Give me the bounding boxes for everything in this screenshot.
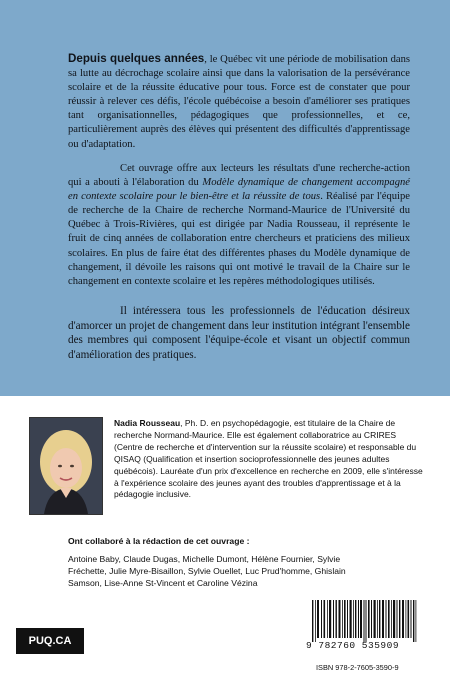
author-portrait-image [30, 418, 102, 514]
description-block [68, 162, 410, 289]
barcode [302, 596, 428, 654]
author-name: Nadia Rousseau [114, 418, 181, 428]
author-bio [114, 418, 424, 501]
author-bio-text: , Ph. D. en psychopédagogie, est titulaire de la Chaire de recherche Normand-Maurice. Elle est également collaboratrice au CRIRES (Centre de recherche et d'intervention sur la réussite scolaire) et responsable du QISAQ (Qualification et insertion socioprofessionnelle des jeunes adultes québécois). Lauréate d'un prix d'excellence en recherche en 2009, elle s'intéresse à l'expérience scolaire des jeunes ayant des troubles d'apprentissage et à la pédagogie inclusive. [114, 418, 423, 500]
description-paragraph [68, 162, 410, 289]
publisher-logo: PUQ.CA [16, 628, 84, 654]
closing-paragraph: Il intéressera tous les professionnels de l'éducation désireux d'amorcer un projet de changement dans leur institution intégrant l'ensemble des membres qui composent l'équipe-école et visant un objectif commun d'amélioration des pratiques. [68, 305, 410, 361]
model-title: Modèle dynamique de changement accompagné en contexte scolaire pour le bien-être et la réussite de tous [68, 177, 410, 203]
isbn: ISBN 978-2-7605-3590-9 [316, 663, 399, 672]
intro-text: , le Québec vit une période de mobilisation dans sa lutte au décrochage scolaire ainsi que dans la valorisation de la persévérance scolaire et de la réussite éducative pour tous. Force est de constater que pour réussir à relever ces défis, l'école québécoise a besoin d'améliorer ses pratiques tant organisationnelles, pédagogiques que professionnelles, et ce, particulièrement auprès des élèves qui présentent des difficultés d'apprentissage ou d'adaptation. [68, 54, 410, 150]
collaborators-list: Antoine Baby, Claude Dugas, Michelle Dumont, Hélène Fournier, Sylvie Fréchette, Julie Myre-Bisaillon, Sylvie Ouellet, Luc Prud'homme, Ghislain Samson, Lise-Anne St-Vincent et Caroline Vézina [68, 554, 346, 588]
author-photo [29, 417, 103, 515]
collaborators-title: Ont collaboré à la rédaction de cet ouvrage : [68, 536, 250, 546]
barcode-digits: 9 782760 535909 [306, 640, 400, 651]
intro-paragraph [68, 52, 410, 152]
description-text-b: . Réalisé par l'équipe de recherche de la Chaire de recherche Normand-Maurice de l'Université du Québec à Trois-Rivières, qui est dirigée par Nadia Rousseau, il représente le fruit de cinq années de collaboration entre chercheurs et praticiens des milieux scolaires. En plus de faire état des différentes phases du Modèle dynamique de changement, il dévoile les raisons qui ont motivé le travail de la Chaire sur le changement en contexte scolaire et les repères méthodologiques utilisés. [68, 191, 410, 287]
intro-lead: Depuis quelques années [68, 52, 205, 65]
description-text-a: Cet ouvrage offre aux lecteurs les résultats d'une recherche-action qui a abouti à l'élaboration du [68, 163, 410, 189]
